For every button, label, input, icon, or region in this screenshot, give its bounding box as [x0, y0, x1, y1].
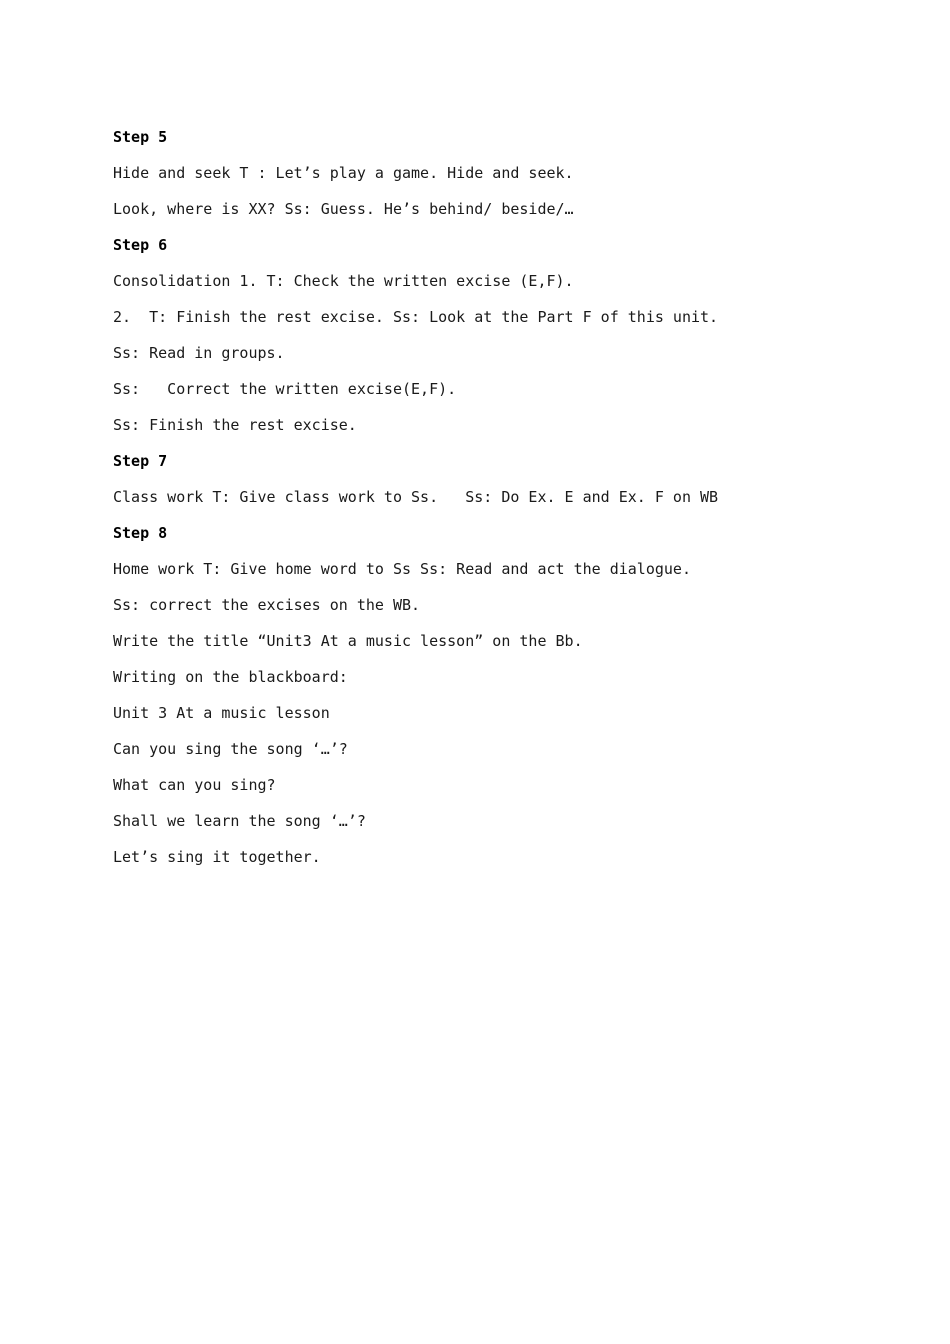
- step-heading: Step 5: [113, 128, 168, 146]
- text-line: Write the title “Unit3 At a music lesson” on the Bb.: [113, 632, 583, 650]
- text-line: Hide and seek T : Let’s play a game. Hide and seek.: [113, 164, 574, 182]
- step-heading: Step 7: [113, 452, 168, 470]
- text-line: 2. T: Finish the rest excise. Ss: Look at the Part F of this unit.: [113, 308, 719, 326]
- text-line: Class work T: Give class work to Ss. Ss: Do Ex. E and Ex. F on WB: [113, 488, 719, 506]
- document-body: [113, 126, 853, 882]
- text-line: Ss: Read in groups.: [113, 344, 285, 362]
- text-line: Can you sing the song ‘…’?: [113, 740, 348, 758]
- step-heading: Step 6: [113, 236, 168, 254]
- step-heading: Step 8: [113, 524, 168, 542]
- text-line: What can you sing?: [113, 776, 276, 794]
- text-line: Ss: Correct the written excise(E,F).: [113, 380, 457, 398]
- text-line: Unit 3 At a music lesson: [113, 704, 330, 722]
- text-line: Writing on the blackboard:: [113, 668, 348, 686]
- text-line: Let’s sing it together.: [113, 848, 321, 866]
- text-line: Consolidation 1. T: Check the written excise (E,F).: [113, 272, 574, 290]
- text-line: Home work T: Give home word to Ss Ss: Read and act the dialogue.: [113, 560, 691, 578]
- text-line: Look, where is XX? Ss: Guess. He’s behind/ beside/…: [113, 200, 574, 218]
- text-line: Ss: correct the excises on the WB.: [113, 596, 421, 614]
- text-line: Shall we learn the song ‘…’?: [113, 812, 366, 830]
- text-line: Ss: Finish the rest excise.: [113, 416, 357, 434]
